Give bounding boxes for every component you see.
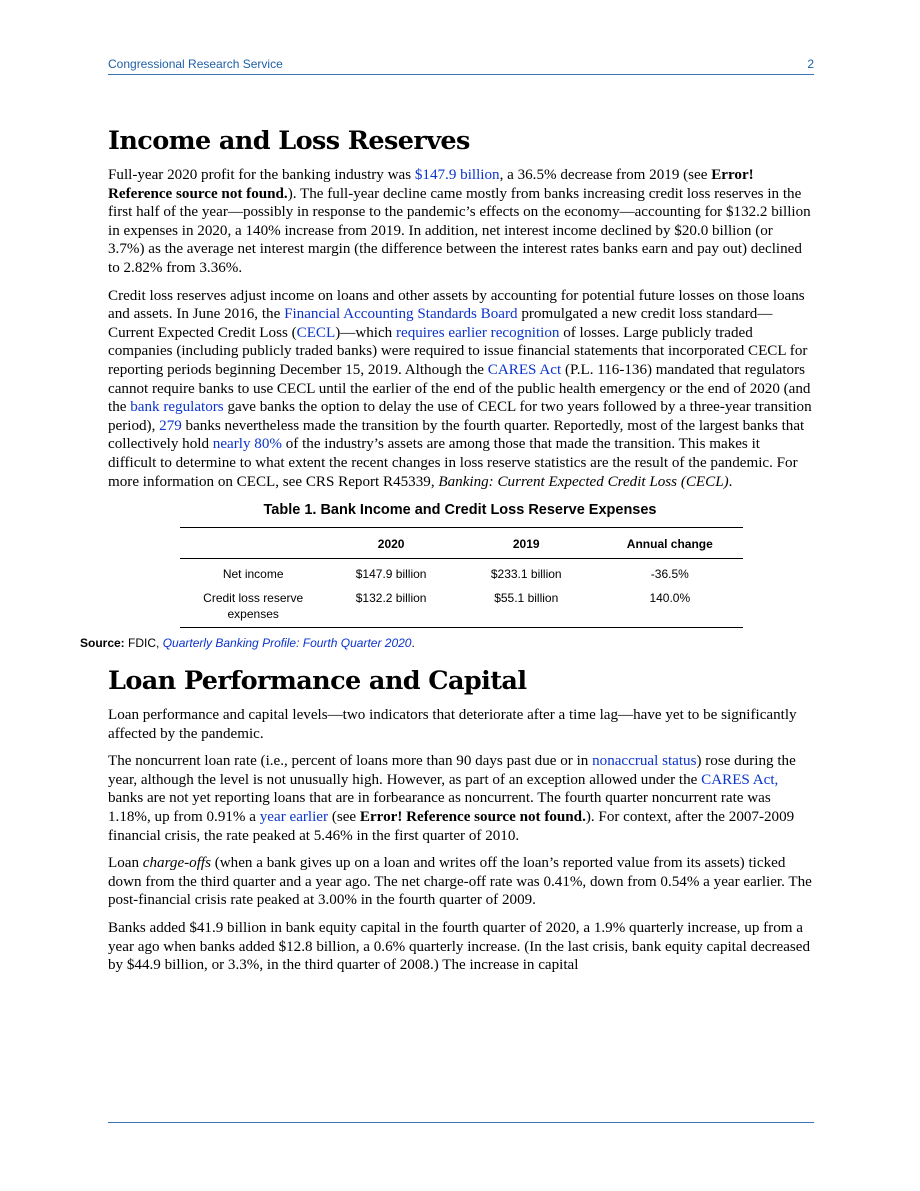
term-charge-offs: charge-offs: [142, 855, 211, 872]
link-nearly-80[interactable]: nearly 80%: [212, 436, 282, 453]
text-span: (when a bank gives up on a loan and writes off the loan’s reported value from its assets) ticked down from the third quarter and a year ago. The net charge-off rate was 0.41%, down from 0.54% a year earlier. The post-financial crisis rate peaked at 3.00% in the fourth quarter of 2009.: [108, 855, 812, 909]
link-nonaccrual-status[interactable]: nonaccrual status: [592, 753, 697, 770]
link-bank-regulators[interactable]: bank regulators: [130, 399, 224, 416]
link-cares-act[interactable]: CARES Act: [487, 361, 562, 378]
page-content: [80, 124, 812, 984]
text-span: , a 36.5% decrease from 2019 (see: [499, 167, 712, 183]
error-reference: Error! Reference source not found.: [359, 809, 586, 826]
cell-value: $55.1 billion: [494, 591, 559, 606]
table-row: [180, 585, 743, 627]
text-span: Loan: [108, 855, 143, 872]
text-span: .: [411, 636, 415, 651]
header-org-name: Congressional Research Service: [108, 57, 283, 71]
cell-value: $147.9 billion: [355, 567, 427, 582]
table-source: [80, 636, 812, 650]
paragraph-loan-intro: Loan performance and capital levels—two indicators that deteriorate after a time lag—have yet to be significantly affected by the pandemic.: [108, 707, 797, 742]
text-span: Credit loss reserves adjust income on loans and other assets by accounting for potential future losses on those loans and assets. In June 2016, the: [108, 287, 805, 323]
income-table: [180, 527, 743, 628]
text-span: ) rose during the year, although the level is not unusually high. However, as part of an exception allowed under the: [108, 753, 796, 788]
text-span: gave banks the option to delay the use of CECL for two years followed by a three-year transition period),: [108, 399, 812, 434]
table-header-row: [180, 528, 743, 559]
cell-value: $233.1 billion: [490, 567, 562, 582]
footer-rule: [108, 1122, 814, 1123]
text-span: banks nevertheless made the transition by the fourth quarter. Reportedly, most of the largest banks that collectively hold: [108, 417, 805, 453]
text-span: ). For context, after the 2007-2009 financial crisis, the rate peaked at 5.46% in the first quarter of 2010.: [108, 809, 795, 844]
text-span: (see: [328, 809, 360, 826]
cell-value: -36.5%: [650, 567, 689, 582]
text-span: promulgated a new credit loss standard—Current Expected Credit Loss (: [108, 306, 773, 341]
text-span: banks are not yet reporting loans that are in forbearance as noncurrent. The fourth quarter noncurrent rate was 1.18%, up from 0.91% a: [108, 790, 771, 826]
link-cares-act-2[interactable]: CARES Act,: [701, 771, 779, 788]
text-span: ). The full-year decline came mostly from banks increasing credit loss reserves in the first half of the year—possibly in response to the pandemic’s effects on the economy—accounting for $132.2 billion in expenses in 2020, a 140% increase from 2019. In addition, net interest income declined by $20.0 billion (or 3.7%) as the average net interest margin (the difference between the interest rates banks earn and pay out) declined to 2.82% from 3.36%.: [108, 185, 811, 276]
text-span: The noncurrent loan rate (i.e., percent of loans more than 90 days past due or in: [108, 753, 593, 770]
column-header-2019: 2019: [456, 528, 597, 559]
link-quarterly-banking-profile[interactable]: Quarterly Banking Profile: Fourth Quarter 2020: [162, 636, 412, 651]
link-year-earlier[interactable]: year earlier: [259, 809, 329, 826]
source-label: Source:: [80, 636, 125, 651]
paragraph-noncurrent: [108, 752, 812, 845]
paragraph-charge-offs: [108, 854, 812, 910]
row-label: Net income: [222, 567, 284, 582]
column-header-2020: 2020: [326, 528, 455, 559]
column-header-annual-change: Annual change: [597, 528, 743, 559]
text-span: (P.L. 116-136) mandated that regulators cannot require banks to use CECL until the earlier of the end of the public health emergency or the end of 2020 (and the: [108, 361, 811, 416]
text-span: of losses. Large publicly traded companies (including publicly traded banks) were required to issue financial statements that incorporated CECL for reporting periods beginning December 15, 2019. Although the: [108, 324, 808, 378]
page-header: [108, 57, 814, 73]
error-reference: Error! Reference source not found.: [108, 167, 754, 202]
text-span: FDIC,: [124, 636, 163, 651]
table-row: [180, 559, 743, 586]
link-cecl[interactable]: CECL: [296, 324, 336, 341]
paragraph-cecl: [108, 287, 812, 492]
link-profit-figure[interactable]: $147.9 billion: [414, 167, 500, 183]
column-header: [180, 528, 326, 559]
link-fasb[interactable]: Financial Accounting Standards Board: [284, 306, 518, 323]
cell-value: 140.0%: [649, 591, 691, 606]
paragraph-equity-capital: Banks added $41.9 billion in bank equity capital in the fourth quarter of 2020, a 1.9% quarterly increase, up from a year ago when banks added $12.8 billion, a 0.6% quarterly increase. (In the last crisis, bank equity capital decreased by $44.9 billion, or 3.3%, in the third quarter of 2008.) The increase in capital: [108, 920, 811, 974]
link-earlier-recognition[interactable]: requires earlier recognition: [395, 324, 560, 341]
page-number: 2: [807, 57, 814, 71]
report-title: Banking: Current Expected Credit Loss (CECL): [438, 473, 729, 490]
section-heading-loan-performance: Loan Performance and Capital: [108, 666, 527, 697]
text-span: .: [728, 473, 733, 490]
text-span: of the industry’s assets are among those that made the transition. This makes it difficult to determine to what extent the recent changes in loss reserve statistics are the result of the pandemic. For more information on CECL, see CRS Report R45339,: [108, 436, 798, 490]
link-279-banks[interactable]: 279: [159, 417, 182, 434]
paragraph-profit: [108, 166, 812, 278]
section-heading-income: Income and Loss Reserves: [108, 126, 470, 156]
text-span: Full-year 2020 profit for the banking industry was: [108, 167, 415, 183]
row-label: Credit loss reserve expenses: [203, 591, 304, 622]
text-span: )—which: [335, 324, 396, 341]
cell-value: $132.2 billion: [355, 591, 427, 606]
table-title: Table 1. Bank Income and Credit Loss Reserve Expenses: [263, 502, 657, 519]
header-rule: [108, 74, 814, 75]
